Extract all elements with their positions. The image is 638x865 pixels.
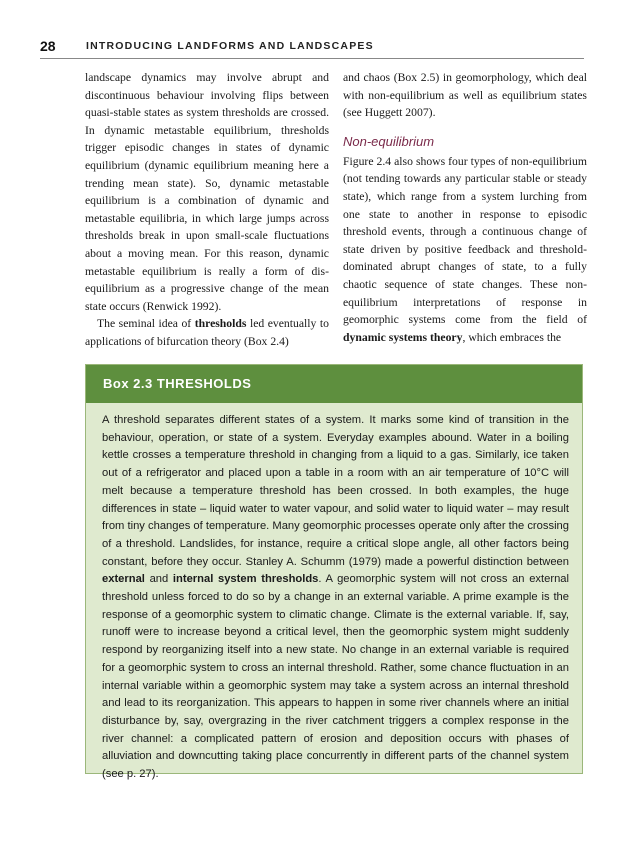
box-text-2: and: [144, 573, 173, 586]
right-p2-before: Figure 2.4 also shows four types of non-equilibrium (not tending towards any particular stable or steady state), which range from a system lurching from one state to another in response to episodic threshold events, through a continuous change of state driven by positive feedback and threshold-dominated abrupt changes of state, to a fully chaotic sequence of state changes. These non-equilibrium interpretations of response in geomorphic systems come from the field of: [343, 154, 587, 327]
box-title: Box 2.3 THRESHOLDS: [103, 376, 252, 391]
section-heading-non-equilibrium: Non-equilibrium: [343, 133, 435, 149]
term-thresholds: thresholds: [194, 317, 247, 331]
right-paragraph-1: and chaos (Box 2.5) in geomorphology, which deal with non-equilibrium as well as equilibrium states (see Huggett 2007).: [343, 71, 587, 120]
box-text-1: A threshold separates different states of a system. It marks some kind of transition in the behaviour, operation, or state of a system. Everyday examples abound. Water in a boiling kettle crosses a temperature threshold in changing from a liquid to a gas. Similarly, ice taken out of a refrigerator and placed upon a table in a room with an air temperature of 10°C will melt because a temperature threshold has been crossed. In both examples, the huge differences in state – liquid water to water vapour, and solid water to liquid water – may result from tiny changes of temperature. Many geomorphic processes operate only after the crossing of a threshold. Landslides, for instance, require a critical slope angle, all other factors being constant, before they occur. Stanley A. Schumm (1979) made a powerful distinction between: [102, 414, 570, 568]
term-dynamic-systems-theory: dynamic systems theory: [343, 330, 463, 344]
page-number: 28: [40, 38, 56, 54]
page-header: [40, 36, 584, 59]
box-text-3: . A geomorphic system will not cross an external threshold unless forced to do so by a change in an external variable. A prime example is the response of a geomorphic system to climatic change. Climate is the external variable. If, say, runoff were to increase beyond a critical level, then the geomorphic system might suddenly respond by reorganizing itself into a new state. No change in an external variable is required for a geomorphic system to cross an internal threshold. Rather, some chance fluctuation in an internal variable within a geomorphic system may take a system across an internal threshold and lead to its reorganization. This appears to happen in some river channels where an initial disturbance by, say, overgrazing in the river catchment triggers a complex response in the river channel: a complicated pattern of erosion and deposition occurs with phases of alluviation and downcutting taking place concurrently in different parts of the channel system (see p. 27).: [102, 573, 569, 781]
left-column: [85, 69, 329, 351]
box-paragraph: [102, 412, 569, 784]
thresholds-box: [85, 364, 583, 781]
right-p2-after: , which embraces the: [462, 330, 562, 344]
running-head: INTRODUCING LANDFORMS AND LANDSCAPES: [86, 40, 374, 52]
left-p2-after: led eventually to applications of bifurcation theory (Box 2.4): [85, 317, 329, 348]
right-paragraph-2: [343, 153, 587, 347]
term-external: external: [102, 573, 145, 586]
left-paragraph-1: landscape dynamics may involve abrupt and discontinuous behaviour involving flips between quasi-stable states as system thresholds are crossed. In dynamic metastable equilibrium, thresholds trigger episodic changes in states of dynamic equilibrium (dynamic equilibrium meaning here a trending mean state). So, dynamic metastable equilibrium is a combination of dynamic and metastable equilibria, in which large jumps across thresholds break in upon small-scale fluctuations about a moving mean. For this reason, dynamic metastable equilibrium is really a form of dis-equilibrium as a progressive change of the mean state occurs (Renwick 1992).: [85, 71, 329, 313]
left-paragraph-2: [85, 315, 329, 350]
term-internal-system-thresholds: internal system thresholds: [172, 573, 319, 586]
right-column: [343, 69, 587, 346]
left-p2-before: The seminal idea of: [97, 317, 195, 331]
box-title-bar: [86, 365, 582, 403]
box-body: [102, 412, 569, 784]
